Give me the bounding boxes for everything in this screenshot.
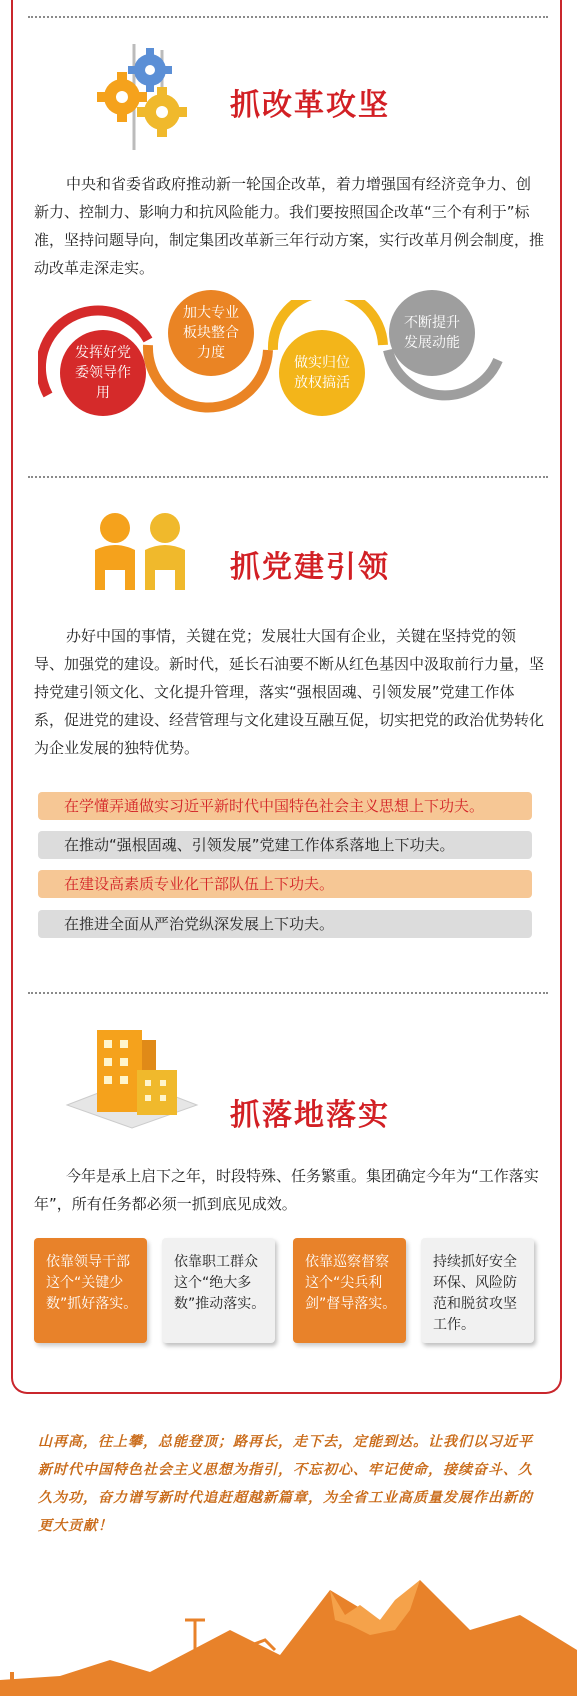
- section-paragraph: 办好中国的事情，关键在党；发展壮大国有企业，关键在坚持党的领导、加强党的建设。新时代，延长石油要不断从红色基因中汲取前行力量，坚持党建引领文化、文化提升管理，落实“强根固魂、引领发展”党建工作体系，促进党的建设、经营管理与文化建设互融互促，切实把党的政治优势转化为企业发展的独特优势。: [34, 627, 545, 757]
- divider: [28, 476, 548, 478]
- gears-icon: [92, 42, 192, 152]
- circle-item: 加大专业板块整合力度: [168, 290, 254, 376]
- list-item: 在学懂弄通做实习近平新时代中国特色社会主义思想上下功夫。: [38, 792, 532, 820]
- circle-item: 发挥好党委领导作用: [60, 330, 146, 416]
- section-title: 抓改革攻坚: [230, 88, 390, 123]
- section-title: 抓党建引领: [230, 550, 390, 585]
- section-title: 抓落地落实: [230, 1098, 390, 1133]
- circle-item: 做实归位放权搞活: [279, 330, 365, 416]
- list-item: 在推进全面从严治党纵深发展上下功夫。: [38, 910, 532, 938]
- people-icon: [85, 510, 195, 600]
- section-paragraph: 今年是承上启下之年，时段特殊、任务繁重。集团确定今年为“工作落实年”，所有任务都必须一抓到底见成效。: [34, 1167, 539, 1213]
- task-box: 依靠职工群众这个“绝大多数”推动落实。: [162, 1238, 275, 1343]
- closing-paragraph: 山再高，往上攀，总能登顶；路再长，走下去，定能到达。让我们以习近平新时代中国特色社会主义思想为指引，不忘初心、牢记使命，接续奋斗、久久为功，奋力谱写新时代追赶超越新篇章，为全省工业高质量发展作出新的更大贡献！: [38, 1434, 533, 1534]
- task-box: 依靠领导干部这个“关键少数”抓好落实。: [34, 1238, 147, 1343]
- divider: [28, 16, 548, 18]
- task-box: 持续抓好安全环保、风险防范和脱贫攻坚工作。: [421, 1238, 534, 1343]
- section-paragraph: 中央和省委省政府推动新一轮国企改革，着力增强国有经济竞争力、创新力、控制力、影响力和抗风险能力。我们要按照国企改革“三个有利于”标准，坚持问题导向，制定集团改革新三年行动方案，实行改革月例会制度，推动改革走深走实。: [34, 175, 545, 277]
- divider: [28, 992, 548, 994]
- mountain-silhouette-icon: [0, 1560, 577, 1696]
- task-box: 依靠巡察督察这个“尖兵利剑”督导落实。: [293, 1238, 406, 1343]
- list-item: 在推动“强根固魂、引领发展”党建工作体系落地上下功夫。: [38, 831, 532, 859]
- list-item: 在建设高素质专业化干部队伍上下功夫。: [38, 870, 532, 898]
- buildings-icon: [62, 1020, 202, 1130]
- circle-item: 不断提升发展动能: [389, 290, 475, 376]
